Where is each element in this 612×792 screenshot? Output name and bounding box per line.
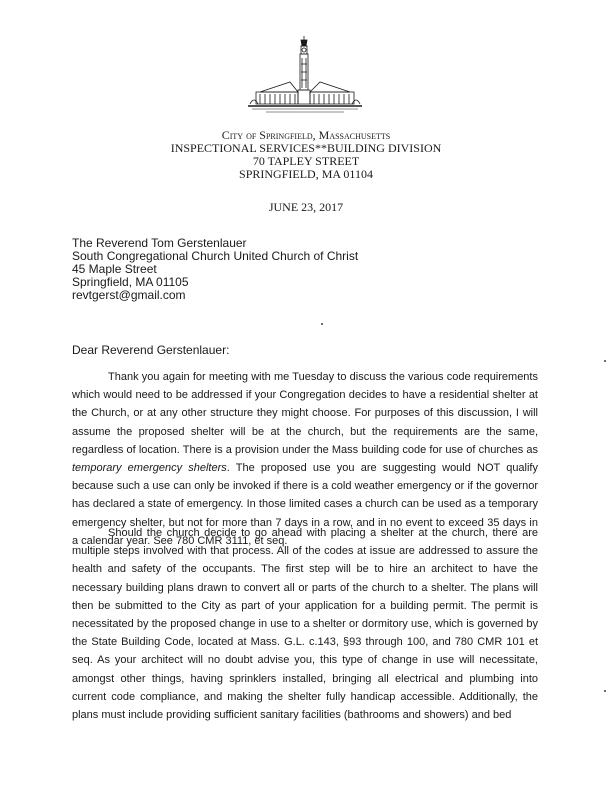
salutation: Dear Reverend Gerstenlauer: [72,343,230,357]
scan-speck [321,323,323,325]
scan-speck [604,690,606,692]
recipient-email: revtgerst@gmail.com [72,288,186,302]
city-hall-emblem-icon [246,34,364,122]
scan-speck [604,360,606,362]
letterhead-city: City of Springfield, Massachusetts [221,128,391,142]
letterhead-street: 70 TAPLEY STREET [252,154,360,168]
recipient-city-state-zip: Springfield, MA 01105 [72,275,189,289]
letterhead-city-zip: SPRINGFIELD, MA 01104 [239,167,373,181]
letterhead-division: INSPECTIONAL SERVICES**BUILDING DIVISION [170,141,442,155]
recipient-name: The Reverend Tom Gerstenlauer [72,236,247,250]
body-paragraph-1 [72,368,538,550]
recipient-street: 45 Maple Street [72,262,157,276]
letter-date: JUNE 23, 2017 [268,200,344,214]
paragraph-1-text-b: . The proposed use you are suggesting would NOT qualify because such a use can only be invoked if there is a cold weather emergency or if the governor has declared a state of emergency. In those limited cases a church can be used as a temporary emergency shelter, but not for more than 7 days in a row, and in no event to exceed 35 days in a calendar year. See 780 CMR 3111, et seq. [72,462,538,547]
recipient-organization: South Congregational Church United Church of Christ [72,249,359,263]
paragraph-1-emphasis: temporary emergency shelters [72,462,227,475]
body-paragraph-2: Should the church decide to go ahead with placing a shelter at the church, there are multiple steps involved with that process. All of the codes at issue are addressed to assure the health and safety of the occupants. The first step will be to hire an architect to have the necessary building plans drawn to convert all or parts of the church to a shelter. The plans will then be submitted to the City as part of your application for a building permit. The permit is necessitated by the proposed change in use to a shelter or dormitory use, which is governed by the State Building Code, located at Mass. G.L. c.143, §93 through 100, and 780 CMR 101 et seq. As your architect will no doubt advise you, this type of change in use will necessitate, amongst other things, having sprinklers installed, bringing all electrical and plumbing into current code compliance, and making the shelter fully handicap accessible. Additionally, the plans must include providing sufficient sanitary facilities (bathrooms and showers) and bed [72,527,538,722]
paragraph-1-text-a: Thank you again for meeting with me Tuesday to discuss the various code requirements which would need to be addressed if your Congregation decides to have a residential shelter at the Church, or at any other structure they might choose. For purposes of this discussion, I will assume the proposed shelter will be at the church, but the requirements are the same, regardless of location. There is a provision under the Mass building code for use of churches as [72,371,538,456]
